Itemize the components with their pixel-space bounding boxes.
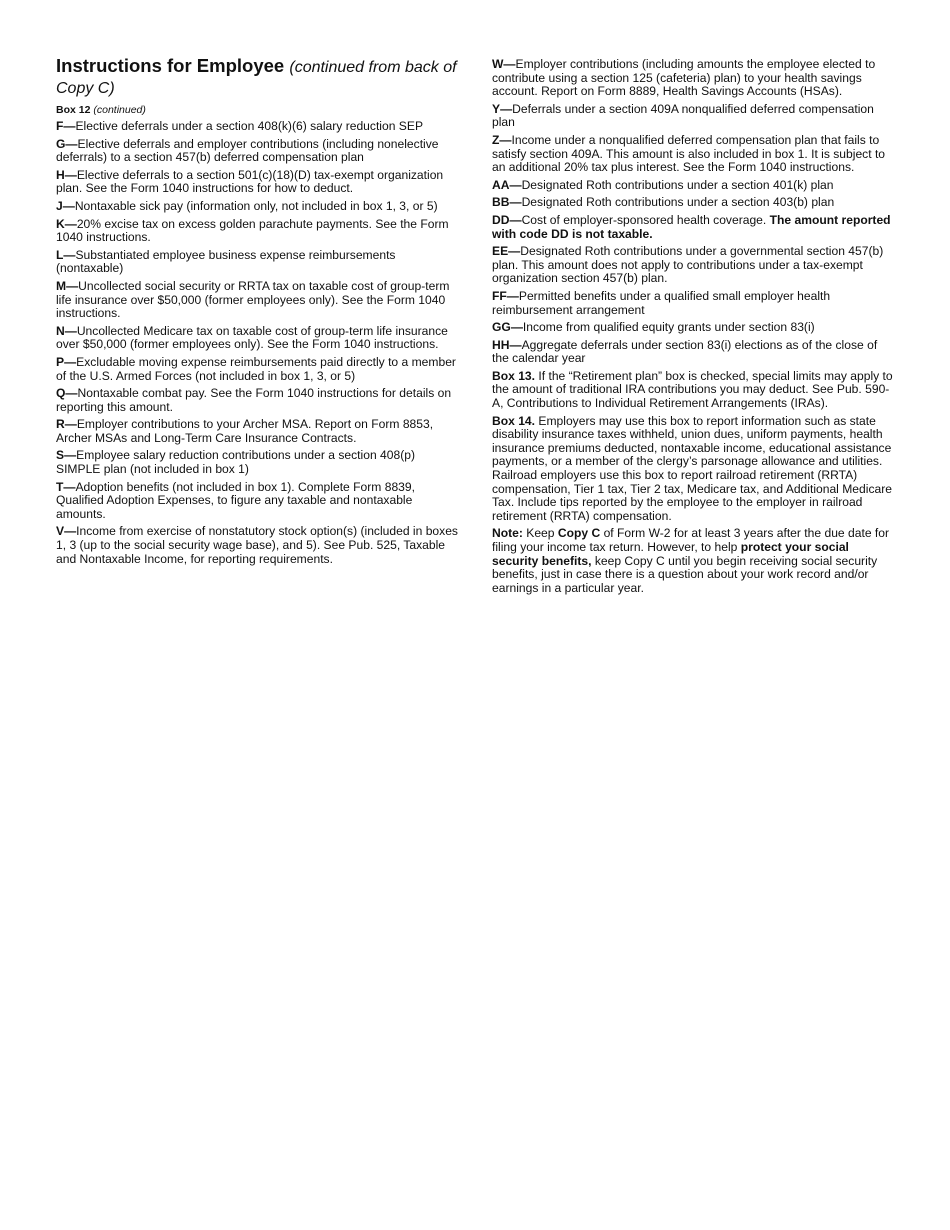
box12-heading <box>56 104 461 116</box>
code-entry-ff <box>492 290 897 317</box>
entry-dash: — <box>63 247 76 262</box>
code-entry-f <box>56 120 461 134</box>
entry-dash: — <box>66 278 79 293</box>
entry-code: DD <box>492 212 510 227</box>
code-entry-p <box>56 356 461 383</box>
code-entry-hh <box>492 339 897 366</box>
code-entry-dd <box>492 214 897 241</box>
note-part3: keep Copy C until you begin receiving social security benefits, just in case there is a question about your work record and/or earnings in a particular year. <box>492 553 878 595</box>
entry-code: R <box>56 417 65 432</box>
entry-code: P <box>56 354 65 369</box>
entry-code: W <box>492 57 504 71</box>
entry-code: Q <box>56 386 66 401</box>
entry-text: Deferrals under a section 409A nonqualified deferred compensation plan <box>492 101 874 130</box>
entry-dash: — <box>64 448 77 463</box>
entry-bold-text: The amount reported with code DD is not taxable. <box>492 212 891 241</box>
entry-text: Elective deferrals and employer contributions (including nonelective deferrals) to a section 457(b) deferred compensation plan <box>56 136 439 165</box>
entry-code: HH <box>492 337 510 352</box>
entry-dash: — <box>499 132 512 147</box>
entry-text: Adoption benefits (not included in box 1). Complete Form 8839, Qualified Adoption Expenses, to figure any taxable and nontaxable amounts. <box>56 479 415 521</box>
box12-codes-list-right <box>492 58 897 210</box>
entry-code: BB <box>492 195 510 210</box>
entry-text: 20% excise tax on excess golden parachute payments. See the Form 1040 instructions. <box>56 216 449 245</box>
entry-dash: — <box>509 177 522 192</box>
entry-dash: — <box>510 320 523 335</box>
box13-label: Box 13. <box>492 368 536 383</box>
code-entry-n <box>56 325 461 352</box>
code-entry-bb <box>492 196 897 210</box>
code-entry-t <box>56 481 461 522</box>
entry-code: J <box>56 198 63 213</box>
entry-text: Elective deferrals under a section 408(k)(6) salary reduction SEP <box>75 119 424 133</box>
entry-code: Y <box>492 101 501 116</box>
box14-label: Box 14. <box>492 413 536 428</box>
entry-text: Excludable moving expense reimbursements paid directly to a member of the U.S. Armed Forces (not included in box 1, 3, or 5) <box>56 354 456 383</box>
entry-code: T <box>56 479 64 494</box>
entry-code: EE <box>492 244 509 259</box>
code-entry-ee <box>492 245 897 286</box>
entry-text: Nontaxable combat pay. See the Form 1040 instructions for details on reporting this amount. <box>56 386 452 414</box>
entry-text: Cost of employer-sponsored health coverage. <box>521 212 770 227</box>
entry-dash: — <box>63 119 76 133</box>
entry-text: Employee salary reduction contributions under a section 408(p) SIMPLE plan (not included in box 1) <box>56 448 415 477</box>
note-protect-benefits: protect your social security benefits, <box>492 540 849 568</box>
code-entry-j <box>56 200 461 214</box>
entry-dash: — <box>64 216 77 231</box>
entry-dash: — <box>65 386 78 401</box>
entry-text: Permitted benefits under a qualified small employer health reimbursement arrangement <box>492 288 831 317</box>
entry-code: K <box>56 216 65 231</box>
entry-code: M <box>56 278 67 293</box>
entry-code: GG <box>492 320 511 335</box>
code-entry-v <box>56 525 461 566</box>
entry-dash: — <box>506 288 519 303</box>
code-entry-w <box>492 58 897 99</box>
entry-text: Uncollected social security or RRTA tax on taxable cost of group-term life insurance over $50,000 (former employees only). See the Form 1040 instructions. <box>56 278 450 321</box>
entry-dash: — <box>509 195 522 210</box>
box14-paragraph <box>492 415 897 524</box>
entry-text: Designated Roth contributions under a section 403(b) plan <box>521 195 835 210</box>
code-entry-k <box>56 218 461 245</box>
entry-dash: — <box>500 101 513 116</box>
entry-dash: — <box>64 524 77 539</box>
entry-dash: — <box>64 354 77 369</box>
entry-code: G <box>56 136 66 151</box>
entry-code: V <box>56 524 65 539</box>
left-column <box>56 56 461 570</box>
entry-code: L <box>56 247 64 262</box>
note-label: Note: <box>492 526 523 541</box>
entry-code: H <box>56 167 65 182</box>
code-entry-y <box>492 103 897 130</box>
code-entry-gg <box>492 321 897 335</box>
title-main: Instructions for Employee <box>56 55 285 76</box>
entry-dash: — <box>509 337 522 352</box>
entry-code: Z <box>492 132 500 147</box>
code-entry-m <box>56 280 461 321</box>
entry-text: Designated Roth contributions under a governmental section 457(b) plan. This amount does not apply to contributions under a tax-exempt organization section 457(b) plan. <box>492 244 884 286</box>
note-part2: of Form W-2 for at least 3 years after the due date for filing your income tax return. However, to help <box>492 526 890 554</box>
code-entry-z <box>492 134 897 175</box>
page-title <box>56 56 461 98</box>
box12-note: (continued) <box>93 104 146 116</box>
right-column <box>492 58 897 599</box>
entry-dash: — <box>503 57 516 71</box>
code-entry-s <box>56 449 461 476</box>
note-paragraph <box>492 527 897 595</box>
note-part1: Keep <box>522 526 558 541</box>
box12-codes-list-left <box>56 120 461 566</box>
entry-dash: — <box>64 323 77 338</box>
entry-dash: — <box>64 167 77 182</box>
code-entry-q <box>56 387 461 414</box>
code-entry-aa <box>492 179 897 193</box>
entry-text: Designated Roth contributions under a section 401(k) plan <box>521 177 834 192</box>
box14-text: Employers may use this box to report information such as state disability insurance taxes withheld, union dues, uniform payments, health insurance premiums deducted, nontaxable income, educational assistance payments, or a member of the clergy’s parsonage allowance and utilities. Railroad employers use this box to report railroad retirement (RRTA) compensation, Tier 1 tax, Tier 2 tax, Medicare tax, and Additional Medicare Tax. Include tips reported by the employee to the employer in railroad retirement (RRTA) compensation. <box>492 413 892 523</box>
entry-code: S <box>56 448 65 463</box>
entry-dash: — <box>65 136 78 151</box>
code-entry-r <box>56 418 461 445</box>
entry-text: Elective deferrals to a section 501(c)(18)(D) tax-exempt organization plan. See the Form 1040 instructions for how to deduct. <box>56 167 444 196</box>
note-copy-c: Copy C <box>557 526 601 541</box>
entry-dash: — <box>63 479 76 494</box>
box12-label: Box 12 <box>56 104 91 116</box>
entry-dash: — <box>64 417 77 432</box>
entry-dash: — <box>508 244 521 259</box>
code-entry-g <box>56 138 461 165</box>
entry-code: FF <box>492 288 507 303</box>
entry-text: Substantiated employee business expense reimbursements (nontaxable) <box>56 247 396 276</box>
entry-text: Income from qualified equity grants under section 83(i) <box>522 320 815 335</box>
entry-code: N <box>56 323 65 338</box>
entry-dash: — <box>62 198 75 213</box>
entry-text: Aggregate deferrals under section 83(i) elections as of the close of the calendar year <box>492 337 878 366</box>
entry-text: Employer contributions (including amounts the employee elected to contribute using a section 125 (cafeteria) plan) to your health savings account. Report on Form 8889, Health Savings Accounts (HSAs). <box>492 57 876 99</box>
box13-paragraph <box>492 370 897 411</box>
entry-code: AA <box>492 177 510 192</box>
entry-code: F <box>56 119 64 133</box>
box12-codes-list-right-2 <box>492 245 897 366</box>
box13-text: If the “Retirement plan” box is checked, special limits may apply to the amount of traditional IRA contributions you may deduct. See Pub. 590-A, Contributions to Individual Retirement Arrangements (IRAs). <box>492 368 893 411</box>
title-continued: (continued from back of Copy C) <box>56 59 457 97</box>
entry-text: Nontaxable sick pay (information only, not included in box 1, 3, or 5) <box>74 198 438 213</box>
entry-dash: — <box>509 212 522 227</box>
code-entry-h <box>56 169 461 196</box>
entry-text: Income from exercise of nonstatutory stock option(s) (included in boxes 1, 3 (up to the social security wage base), and 5). See Pub. 525, Taxable and Nontaxable Income, for reporting requirements. <box>56 524 458 566</box>
code-entry-l <box>56 249 461 276</box>
entry-text: Uncollected Medicare tax on taxable cost of group-term life insurance over $50,000 (former employees only). See the Form 1040 instructions. <box>56 323 448 352</box>
entry-text: Employer contributions to your Archer MSA. Report on Form 8853, Archer MSAs and Long-Term Care Insurance Contracts. <box>56 417 434 445</box>
entry-text: Income under a nonqualified deferred compensation plan that fails to satisfy section 409A. This amount is also included in box 1. It is subject to an additional 20% tax plus interest. See the Form 1040 instructions. <box>492 132 886 175</box>
